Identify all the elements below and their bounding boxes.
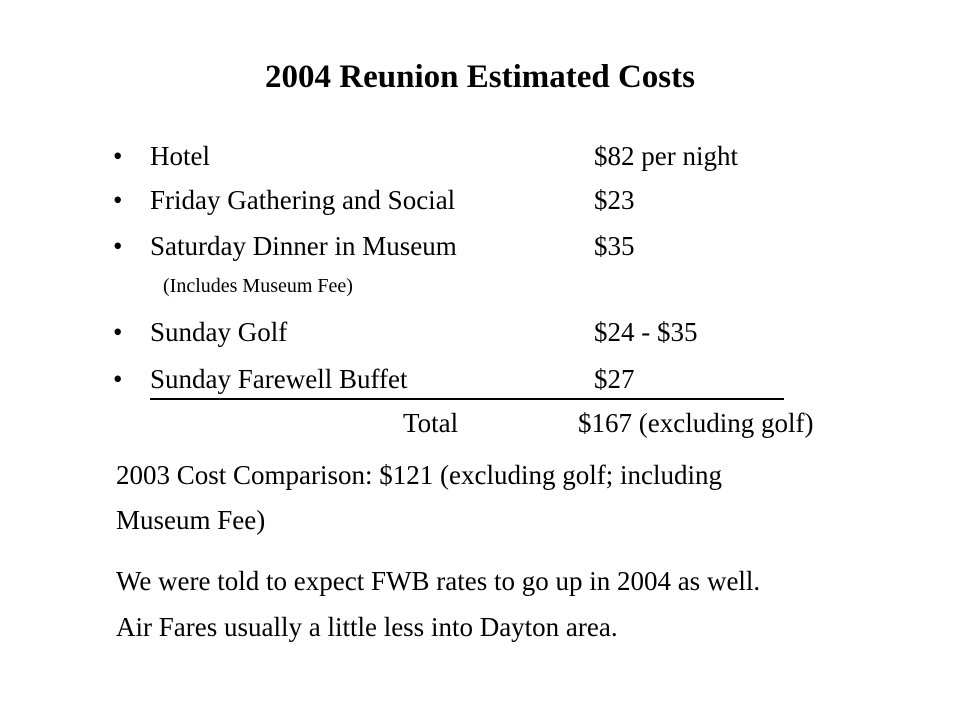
cost-item-label: Saturday Dinner in Museum [150, 231, 457, 261]
notes-line-2: Air Fares usually a little less into Dayton area. [116, 612, 618, 642]
bullet-icon: • [113, 231, 123, 261]
bullet-icon: • [113, 364, 123, 394]
cost-item-label: Sunday Golf [150, 317, 288, 347]
bullet-icon: • [113, 185, 123, 215]
bullet-icon: • [113, 141, 123, 171]
comparison-line-2: Museum Fee) [116, 505, 266, 535]
saturday-note: (Includes Museum Fee) [163, 275, 353, 297]
cost-item-label: Friday Gathering and Social [150, 185, 456, 215]
cost-item-amount: $35 [594, 231, 635, 261]
cost-item-amount: $82 per night [594, 141, 738, 171]
cost-item-amount: $24 - $35 [594, 317, 698, 347]
notes-line-1: We were told to expect FWB rates to go up in 2004 as well. [116, 566, 761, 596]
cost-item-amount: $27 [594, 364, 635, 394]
total-label: Total [403, 408, 459, 438]
slide-title: 2004 Reunion Estimated Costs [265, 59, 695, 95]
cost-item-label: Sunday Farewell Buffet [150, 364, 408, 394]
bullet-icon: • [113, 317, 123, 347]
total-amount: $167 (excluding golf) [578, 408, 814, 438]
cost-item-label: Hotel [150, 141, 210, 171]
cost-item-amount: $23 [594, 185, 635, 215]
comparison-line-1: 2003 Cost Comparison: $121 (excluding golf; including [116, 460, 722, 490]
total-divider [150, 398, 784, 400]
